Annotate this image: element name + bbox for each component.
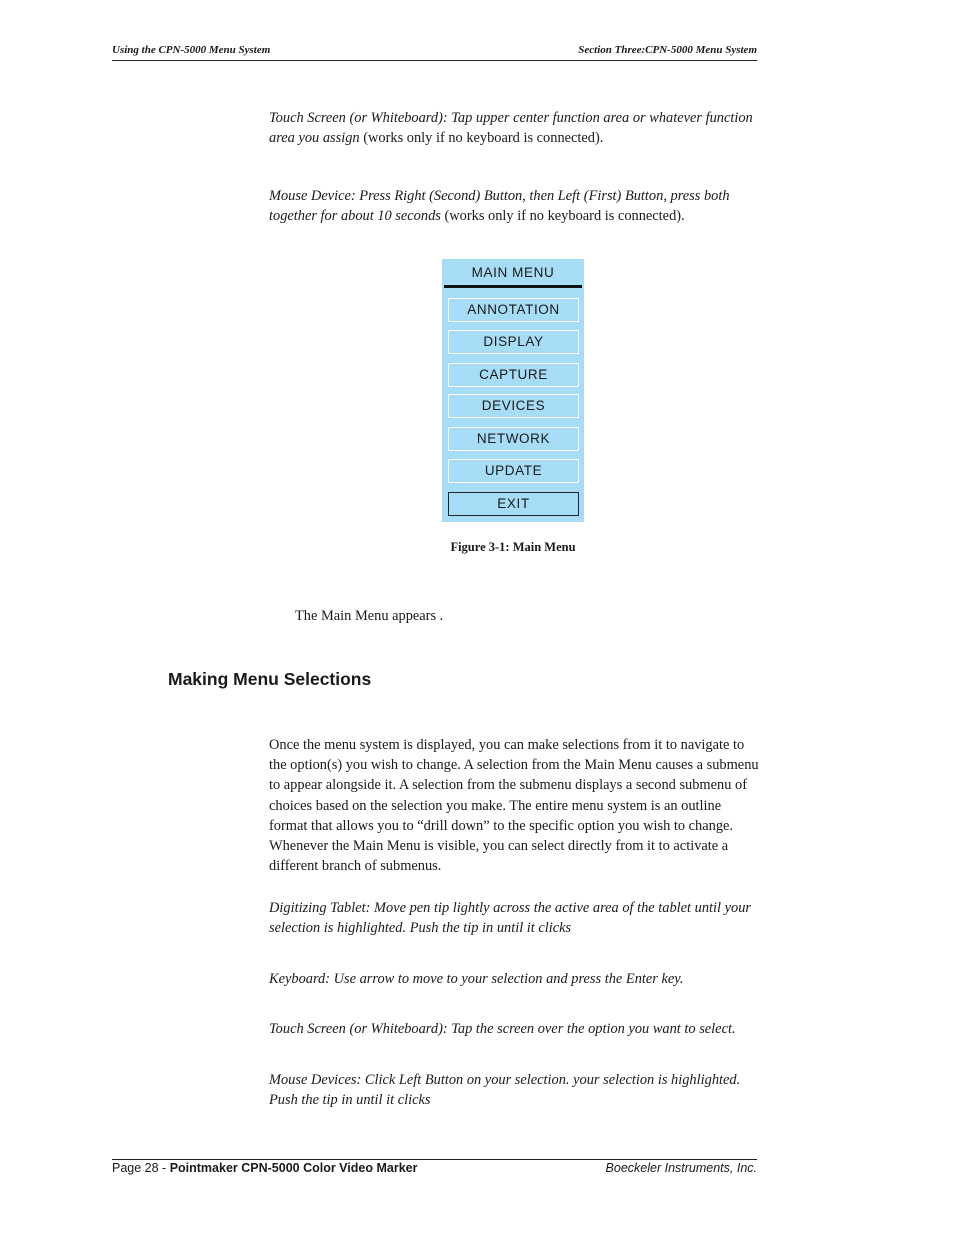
menu-item-display[interactable]: DISPLAY bbox=[448, 330, 579, 354]
main-menu-title: MAIN MENU bbox=[471, 265, 555, 280]
page-footer bbox=[112, 1159, 757, 1175]
product-name: Pointmaker CPN-5000 Color Video Marker bbox=[169, 1161, 418, 1175]
figure-caption: Figure 3-1: Main Menu bbox=[450, 540, 576, 554]
keyboard-text: Keyboard: Use arrow to move to your selection and press the Enter key. bbox=[269, 971, 684, 987]
mouse-devices-text: Mouse Devices: Click Left Button on your selection. your selection is highlighted. Push the tip in until it clicks bbox=[269, 1072, 741, 1109]
touch-screen-instruction bbox=[269, 108, 761, 148]
menu-item-devices[interactable]: DEVICES bbox=[448, 394, 579, 418]
main-menu-divider bbox=[444, 285, 582, 288]
header-right: Section Three:CPN-5000 Menu System bbox=[578, 44, 757, 56]
digitizing-tablet-instruction bbox=[269, 898, 761, 938]
digitizing-tablet-text: Digitizing Tablet: Move pen tip lightly across the active area of the tablet until your selection is highlighted. Push the tip in until it clicks bbox=[269, 900, 752, 937]
mouse-devices-instruction bbox=[269, 1070, 761, 1110]
page-number: Page 28 - bbox=[112, 1161, 170, 1175]
menu-item-network[interactable]: NETWORK bbox=[448, 427, 579, 451]
header-left: Using the CPN-5000 Menu System bbox=[112, 44, 271, 56]
touch-screen-select-instruction bbox=[269, 1019, 761, 1039]
menu-item-capture[interactable]: CAPTURE bbox=[448, 363, 579, 387]
touch-screen-italic: Touch Screen (or Whiteboard): Tap upper center function area or whatever function area you assign bbox=[269, 110, 753, 147]
menu-item-exit[interactable]: EXIT bbox=[448, 492, 579, 516]
mouse-device-note: (works only if no keyboard is connected). bbox=[440, 208, 685, 225]
menu-item-annotation[interactable]: ANNOTATION bbox=[448, 298, 579, 322]
running-header bbox=[112, 44, 757, 61]
mouse-device-italic: Mouse Device: Press Right (Second) Button, then Left (First) Button, press both together for about 10 seconds bbox=[269, 188, 730, 225]
footer-left bbox=[112, 1161, 417, 1175]
touch-screen-note: (works only if no keyboard is connected). bbox=[359, 130, 604, 147]
menu-item-update[interactable]: UPDATE bbox=[448, 459, 579, 483]
mouse-device-instruction bbox=[269, 186, 761, 226]
main-menu-appears-text: The Main Menu appears . bbox=[295, 608, 444, 624]
touch-screen-select-text: Touch Screen (or Whiteboard): Tap the screen over the option you want to select. bbox=[269, 1021, 736, 1037]
keyboard-instruction bbox=[269, 969, 761, 989]
body-paragraph: Once the menu system is displayed, you can make selections from it to navigate to the option(s) you wish to change. A selection from the Main Menu causes a submenu to appear alongside it. A selection from the submenu displays a second submenu of choices based on the selection you make. The entire menu system is an outline format that allows you to “drill down” to the specific option you wish to change. Whenever the Main Menu is visible, you can select directly from it to activate a different branch of submenus. bbox=[269, 737, 759, 875]
company-name: Boeckeler Instruments, Inc. bbox=[605, 1161, 757, 1175]
section-heading: Making Menu Selections bbox=[168, 669, 372, 689]
